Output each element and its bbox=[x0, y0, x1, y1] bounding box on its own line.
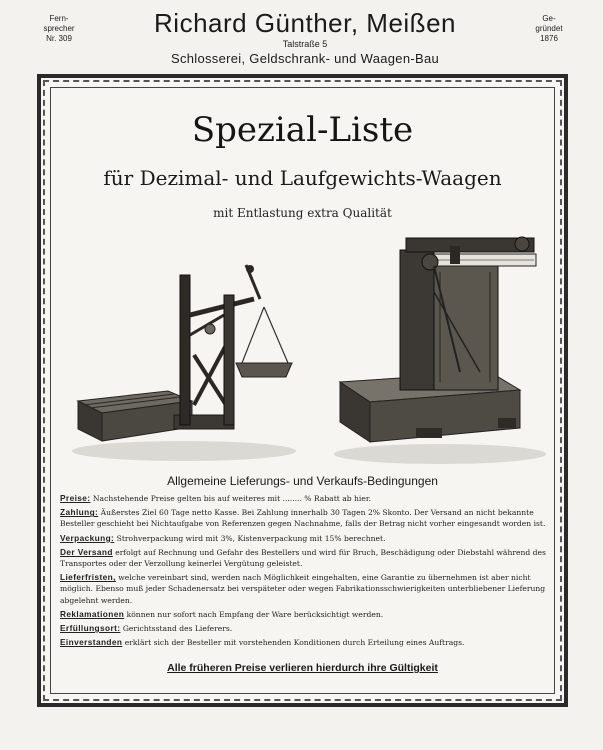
founded-label-2: gründet bbox=[535, 24, 563, 33]
term-packaging bbox=[60, 533, 548, 544]
founded-label-1: Ge- bbox=[542, 14, 556, 23]
term-shipping bbox=[60, 547, 548, 569]
conditions-list bbox=[60, 493, 548, 651]
term-text: Nachstehende Preise gelten bis auf weiteres mit ........ % Rabatt ab hier. bbox=[90, 494, 372, 503]
term-prices bbox=[60, 493, 548, 504]
conditions-heading: Allgemeine Lieferungs- und Verkaufs-Bedingungen bbox=[167, 474, 438, 488]
term-payment bbox=[60, 507, 548, 529]
term-key: Der Versand bbox=[60, 546, 113, 557]
term-key: Erfüllungsort: bbox=[60, 623, 121, 634]
sliding-weight-scale-illustration bbox=[330, 232, 548, 470]
term-key: Lieferfristen, bbox=[60, 572, 116, 583]
term-text: erfolgt auf Rechnung und Gefahr des Bestellers und wird für Bruch, Beschädigung oder Diebstahl während des Transportes oder der Verzollung keinerlei Vergütung geleistet. bbox=[60, 547, 546, 569]
term-key: Verpackung: bbox=[60, 532, 115, 543]
term-text: Gerichtsstand des Lieferers. bbox=[120, 624, 233, 634]
term-key: Zahlung: bbox=[60, 507, 99, 518]
company-name: Richard Günther, Meißen bbox=[154, 8, 456, 38]
term-text: Strohverpackung wird mit 3%, Kistenverpackung mit 15% berechnet. bbox=[114, 533, 386, 543]
phone-label-1: Fern- bbox=[49, 14, 69, 23]
phone-label-2: sprecher bbox=[43, 24, 75, 33]
phone-number: Nr. 309 bbox=[46, 34, 72, 43]
phone-info bbox=[36, 14, 82, 44]
term-key: Preise: bbox=[60, 493, 91, 503]
validity-notice: Alle früheren Preise verlieren hierdurch ihre Gültigkeit bbox=[167, 662, 438, 674]
document-title: Spezial-Liste bbox=[191, 110, 414, 150]
term-key: Reklamationen bbox=[60, 608, 125, 619]
document-tagline: mit Entlastung extra Qualität bbox=[213, 206, 392, 220]
founded-info bbox=[526, 14, 572, 44]
founded-year: 1876 bbox=[540, 34, 558, 43]
term-delivery bbox=[60, 572, 548, 606]
company-trade: Schlosserei, Geldschrank- und Waagen-Bau bbox=[170, 51, 440, 66]
term-complaints bbox=[60, 609, 548, 620]
term-agreement bbox=[60, 637, 548, 648]
term-text: Äußerstes Ziel 60 Tage netto Kasse. Bei Zahlung innerhalb 30 Tagen 2% Skonto. Der Versand an nicht bekannte Besteller geschieht bei Nichtaufgabe von Referenzen gegen Nachnahme, falls der Betrag nicht vorher eingesandt worden ist. bbox=[60, 508, 546, 529]
document-subtitle: für Dezimal- und Laufgewichts-Waagen bbox=[103, 166, 502, 190]
decimal-scale-illustration bbox=[64, 255, 304, 465]
term-key: Einverstanden bbox=[60, 637, 123, 648]
company-street: Talstraße 5 bbox=[282, 39, 328, 49]
term-text: welche vereinbart sind, werden nach Möglichkeit eingehalten, eine Garantie zu übernehmen ist aber nicht möglich. Ebenso muß jeder Schadenersatz bei verspäteter oder wegen Fabrikationsschwierigkeiten unterbliebener Lieferung abgelehnt werden. bbox=[60, 573, 546, 605]
term-text: erklärt sich der Besteller mit vorstehenden Konditionen durch Erteilung eines Auftrags. bbox=[122, 638, 465, 648]
term-jurisdiction bbox=[60, 623, 548, 634]
term-text: können nur sofort nach Empfang der Ware berücksichtigt werden. bbox=[124, 609, 384, 619]
